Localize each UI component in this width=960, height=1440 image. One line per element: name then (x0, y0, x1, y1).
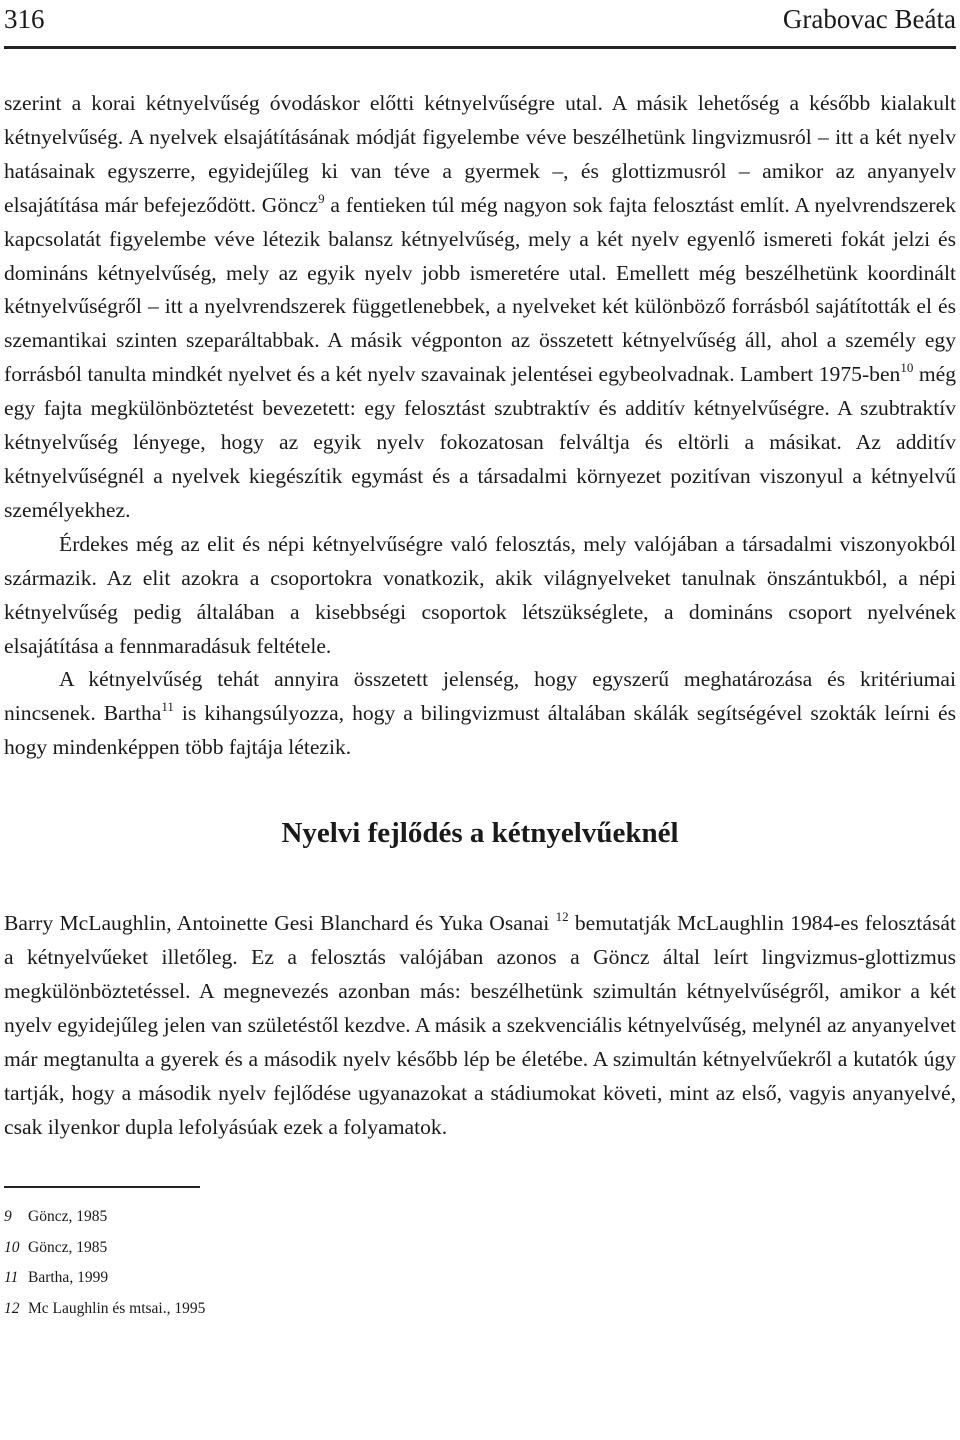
footnote-text: Göncz, 1985 (28, 1208, 108, 1226)
footnotes (4, 1202, 956, 1324)
footnote-item (4, 1202, 956, 1233)
footnote-number: 12 (4, 1299, 20, 1317)
footnote-text: Bartha, 1999 (28, 1269, 109, 1287)
paragraph-text: bemutatják McLaughlin 1984-es felosztását a kétnyelvűeket illetőleg. Ez a felosztás valójában azonos a Göncz által leírt lingvizmus-glottizmus megkülönböztetéssel. A megnevezés azonban más: beszélhetünk szimultán kétnyelvűségről, amikor a két nyelv egyidejűleg jelen van születéstől kezdve. A másik a szekvenciális kétnyelvűség, melynél az anyanyelvet már megtanulta a gyerek és a második nyelv később lép be életébe. A szimultán kétnyelvűekről a kutatók úgy tartják, hogy a második nyelv fejlődése ugyanazokat a stádiumokat követi, mint az első, vagyis anyanyelvé, csak ilyenkor dupla lefolyásúak ezek a folyamatok. (4, 911, 956, 1139)
paragraph-bilingualism-types (4, 87, 956, 528)
section-heading: Nyelvi fejlődés a kétnyelvűeknél (281, 817, 679, 850)
paragraph-text: A kétnyelvűség tehát annyira összetett jelenség, hogy egyszerű meghatározása és kritériumai nincsenek. Bartha (4, 667, 956, 726)
footnote-ref-11[interactable]: 11 (161, 699, 174, 715)
page-body (4, 87, 956, 1324)
paragraph-text: szerint a korai kétnyelvűség óvodáskor előtti kétnyelvűségre utal. A másik lehetőség a később kialakult kétnyelvűség. A nyelvek elsajátításának módját figyelembe véve beszélhetünk lingvizmusról – itt a két nyelv hatásainak egyszerre, egyidejűleg ki van téve a gyermek –, és glottizmusról – amikor az anyanyelv elsajátítása már befejeződött. Göncz (4, 91, 956, 217)
paragraph-text: a fentieken túl még nagyon sok fajta felosztást említ. A nyelvrendszerek kapcsolatát figyelembe véve létezik balansz kétnyelvűség, mely a két nyelv egyenlő ismereti fokát jelzi és domináns kétnyelvűség, mely az egyik nyelv jobb ismeretére utal. Emellett még beszélhetünk koordinált kétnyelvűségről – itt a nyelvrendszerek függetlenebbek, a nyelveket két különböző forrásból sajátították el és szemantikai szinten szeparáltabbak. A másik végponton az összetett kétnyelvűség áll, ahol a személy egy forrásból tanulta mindkét nyelvet és a két nyelv szavainak jelentései egybeolvadnak. Lambert 1975-ben (4, 192, 956, 387)
footnote-item (4, 1294, 956, 1325)
footnote-separator (4, 1186, 200, 1188)
paragraph-text: Barry McLaughlin, Antoinette Gesi Blanchard és Yuka Osanai (4, 911, 556, 936)
page-header (4, 0, 956, 42)
paragraph-text: még egy fajta megkülönböztetést bevezetett: egy felosztást szubtraktív és additív kétnyelvűségre. A szubtraktív kétnyelvűség lényege, hogy az egyik nyelv fokozatosan felváltja és eltörli a másikat. Az additív kétnyelvűségnél a nyelvek kiegészítik egymást és a társadalmi környezet pozitívan viszonyul a kétnyelvű személyekhez. (4, 362, 956, 522)
page-number: 316 (4, 4, 45, 34)
footnote-item (4, 1233, 956, 1264)
paragraph-text: is kihangsúlyozza, hogy a bilingvizmust általában skálák segítségével szokták leírni és hogy mindenképpen több fajtája létezik. (4, 701, 957, 760)
header-rule (4, 46, 956, 49)
paragraph-mclaughlin (4, 907, 956, 1144)
footnote-ref-9[interactable]: 9 (318, 190, 325, 206)
footnote-number: 9 (4, 1208, 12, 1226)
footnote-item (4, 1263, 956, 1294)
paragraph-elite-folk: Érdekes még az elit és népi kétnyelvűségre való felosztás, mely valójában a társadalmi viszonyokból származik. Az elit azokra a csoportokra vonatkozik, akik világnyelveket tanulnak önszántukból, a népi kétnyelvűség pedig általában a kisebbségi csoportok létszükséglete, a domináns csoport nyelvének elsajátítása a fennmaradásuk feltétele. (4, 531, 956, 658)
running-head-author: Grabovac Beáta (782, 4, 956, 34)
paragraph-complex-phenomenon (4, 663, 956, 765)
footnote-number: 11 (4, 1269, 19, 1287)
footnote-text: Göncz, 1985 (28, 1238, 108, 1256)
footnote-ref-10[interactable]: 10 (900, 360, 914, 376)
footnote-ref-12[interactable]: 12 (555, 909, 569, 925)
footnote-number: 10 (4, 1238, 20, 1256)
footnote-text: Mc Laughlin és mtsai., 1995 (28, 1299, 206, 1317)
